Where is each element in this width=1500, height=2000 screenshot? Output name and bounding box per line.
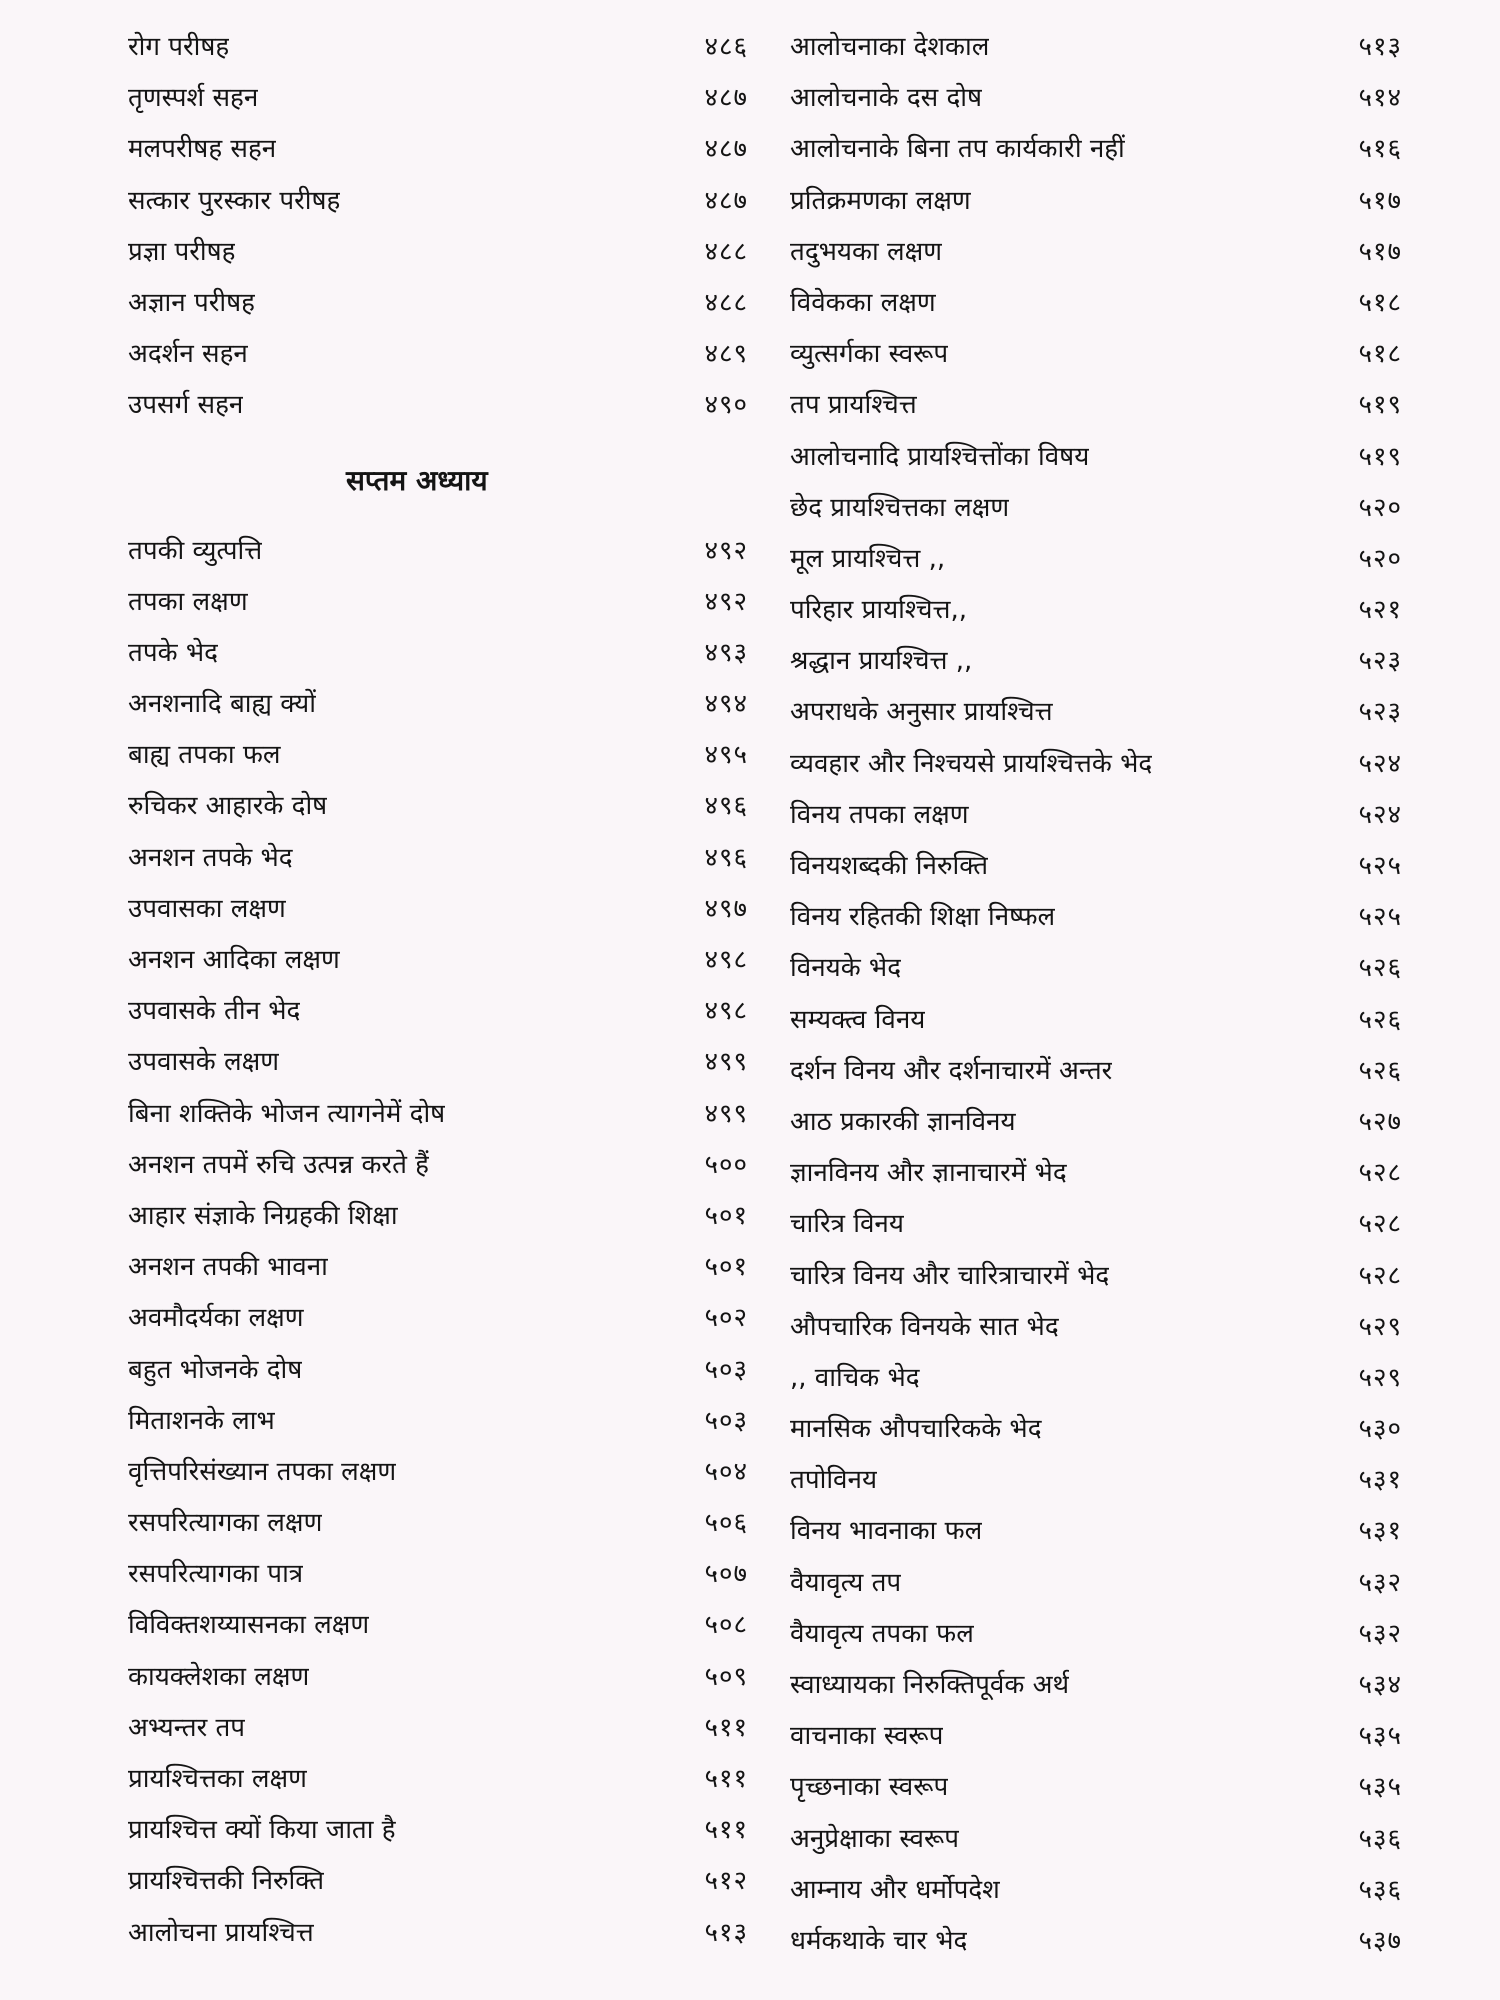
entry-topic: अनशन आदिका लक्षण (128, 945, 340, 975)
entry-topic: चारित्र विनय और चारित्राचारमें भेद (790, 1260, 1110, 1291)
index-entry (128, 227, 748, 278)
entry-page-number: ५१८ (1358, 287, 1402, 318)
index-entry (128, 833, 748, 884)
entry-topic: तदुभयका लक्षण (790, 236, 943, 267)
index-entry (790, 1916, 1402, 1967)
index-entry (128, 329, 748, 380)
entry-topic: विनयके भेद (790, 953, 902, 984)
entry-page-number: ४९९ (704, 1098, 748, 1129)
entry-page-number: ४९३ (704, 637, 748, 668)
index-entry (790, 380, 1402, 431)
index-entry (790, 483, 1402, 534)
entry-page-number: ५१३ (704, 1917, 748, 1948)
index-entry (128, 1703, 748, 1754)
entry-topic: मानसिक औपचारिकके भेद (790, 1414, 1042, 1445)
index-entry (790, 1762, 1402, 1813)
index-entry (790, 1865, 1402, 1916)
entry-topic: अवमौदर्यका लक्षण (128, 1303, 304, 1334)
index-entry (790, 1251, 1402, 1302)
entry-topic: बिना शक्तिके भोजन त्यागनेमें दोष (128, 1098, 446, 1129)
entry-topic: आलोचनादि प्रायश्चित्तोंका विषय (790, 441, 1090, 472)
entry-topic: विनय रहितकी शिक्षा निष्फल (790, 902, 1056, 933)
section-spacer (128, 432, 748, 452)
entry-topic: तप प्रायश्चित्त (790, 390, 917, 421)
entry-topic: व्यवहार और निश्चयसे प्रायश्चित्तके भेद (790, 748, 1153, 779)
index-entry (128, 1345, 748, 1396)
index-entry (790, 1609, 1402, 1660)
index-entry (128, 380, 748, 431)
entry-page-number: ५१६ (1358, 134, 1402, 165)
entry-page-number: ४९८ (704, 996, 748, 1027)
right-group (790, 22, 1402, 1967)
entry-page-number: ५३५ (1358, 1772, 1402, 1803)
entry-page-number: ५०६ (704, 1508, 748, 1539)
index-entry (128, 781, 748, 832)
index-entry (128, 577, 748, 628)
entry-topic: रसपरित्यागका लक्षण (128, 1508, 323, 1539)
entry-page-number: ५२९ (1358, 1311, 1402, 1342)
entry-topic: बाह्य तपका फल (128, 740, 281, 771)
entry-page-number: ५२६ (1358, 953, 1402, 984)
right-column (790, 22, 1402, 1967)
entry-topic: रुचिकर आहारके दोष (128, 791, 328, 822)
entry-topic: विविक्तशय्यासनका लक्षण (128, 1610, 370, 1641)
entry-topic: प्रायश्चित्तका लक्षण (128, 1764, 307, 1794)
entry-topic: चारित्र विनय (790, 1209, 904, 1240)
entry-page-number: ५२१ (1358, 595, 1402, 626)
index-entry (128, 1600, 748, 1651)
entry-topic: तृणस्पर्श सहन (128, 83, 259, 114)
index-entry (790, 790, 1402, 841)
index-entry (128, 1191, 748, 1242)
entry-topic: अज्ञान परीषह (128, 287, 255, 318)
entry-page-number: ५०९ (704, 1661, 748, 1692)
entry-page-number: ५२८ (1358, 1209, 1402, 1240)
entry-page-number: ५२७ (1358, 1106, 1402, 1137)
entry-topic: अनशन तपके भेद (128, 842, 293, 873)
entry-topic: कायक्लेशका लक्षण (128, 1661, 310, 1692)
entry-topic: उपवासके लक्षण (128, 1047, 280, 1078)
entry-topic: विनय तपका लक्षण (790, 799, 969, 830)
entry-topic: अनुप्रेक्षाका स्वरूप (790, 1823, 959, 1854)
index-entry (128, 526, 748, 577)
entry-page-number: ४९६ (704, 842, 748, 873)
entry-page-number: ४९७ (704, 893, 748, 924)
entry-topic: विनयशब्दकी निरुक्ति (790, 851, 989, 881)
index-entry (128, 1140, 748, 1191)
entry-topic: वैयावृत्य तप (790, 1567, 902, 1598)
index-entry (790, 1097, 1402, 1148)
entry-page-number: ४९० (704, 390, 748, 421)
entry-topic: ,, वाचिक भेद (790, 1362, 920, 1393)
index-entry (128, 1908, 748, 1959)
index-entry (790, 687, 1402, 738)
entry-page-number: ५१४ (1358, 83, 1402, 114)
index-entry (790, 1558, 1402, 1609)
entry-topic: आम्नाय और धर्मोपदेश (790, 1874, 1000, 1905)
index-entry (128, 730, 748, 781)
index-entry (790, 176, 1402, 227)
entry-topic: वैयावृत्य तपका फल (790, 1618, 974, 1649)
entry-page-number: ५३६ (1358, 1823, 1402, 1854)
index-entry (790, 1353, 1402, 1404)
index-entry (128, 884, 748, 935)
entry-page-number: ५३४ (1358, 1670, 1402, 1700)
entry-topic: तपकी व्युत्पत्ति (128, 535, 263, 566)
entry-page-number: ५०४ (704, 1456, 748, 1487)
index-entry (128, 628, 748, 679)
index-entry (128, 679, 748, 730)
entry-page-number: ५२० (1358, 492, 1402, 523)
entry-topic: श्रद्धान प्रायश्चित्त ,, (790, 646, 973, 677)
index-entry (790, 278, 1402, 329)
index-entry (790, 1046, 1402, 1097)
index-entry (790, 943, 1402, 994)
entry-page-number: ५२३ (1358, 697, 1402, 728)
entry-page-number: ५२६ (1358, 1004, 1402, 1035)
index-entry (790, 329, 1402, 380)
index-entry (790, 585, 1402, 636)
entry-page-number: ५२४ (1358, 799, 1402, 830)
entry-page-number: ५०२ (704, 1303, 748, 1334)
entry-topic: मलपरीषह सहन (128, 134, 277, 165)
index-entry (128, 278, 748, 329)
index-entry (128, 1805, 748, 1856)
entry-page-number: ४८८ (704, 287, 748, 318)
entry-topic: प्रायश्चित्तकी निरुक्ति (128, 1866, 325, 1897)
index-entry (790, 1302, 1402, 1353)
entry-topic: प्रायश्चित्त क्यों किया जाता है (128, 1815, 396, 1846)
entry-topic: धर्मकथाके चार भेद (790, 1925, 968, 1956)
left-column (128, 22, 748, 1959)
entry-topic: परिहार प्रायश्चित्त,, (790, 595, 967, 626)
index-entry (128, 22, 748, 73)
entry-page-number: ५०३ (704, 1405, 748, 1436)
index-entry (790, 841, 1402, 892)
index-entry (790, 1148, 1402, 1199)
index-entry (790, 1660, 1402, 1711)
index-entry (128, 1549, 748, 1600)
index-entry (790, 1506, 1402, 1557)
entry-page-number: ५०७ (704, 1559, 748, 1590)
entry-topic: विनय भावनाका फल (790, 1516, 983, 1547)
entry-page-number: ५२६ (1358, 1055, 1402, 1086)
entry-topic: रसपरित्यागका पात्र (128, 1559, 304, 1590)
entry-page-number: ४८७ (704, 83, 748, 114)
entry-page-number: ५३२ (1358, 1618, 1402, 1649)
entry-topic: ज्ञानविनय और ज्ञानाचारमें भेद (790, 1158, 1067, 1189)
entry-topic: अभ्यन्तर तप (128, 1712, 246, 1743)
entry-page-number: ५२० (1358, 543, 1402, 574)
index-entry (128, 1396, 748, 1447)
entry-topic: अपराधके अनुसार प्रायश्चित्त (790, 697, 1053, 728)
entry-page-number: ५३१ (1358, 1516, 1402, 1547)
entry-page-number: ४८६ (704, 32, 748, 62)
index-entry (128, 986, 748, 1037)
entry-topic: तपका लक्षण (128, 586, 248, 617)
entry-topic: उपवासका लक्षण (128, 893, 286, 924)
entry-page-number: ५३० (1358, 1414, 1402, 1445)
entry-page-number: ४८७ (704, 134, 748, 165)
index-entry (790, 227, 1402, 278)
entry-topic: अनशन तपमें रुचि उत्पन्न करते हैं (128, 1149, 429, 1180)
entry-page-number: ५२८ (1358, 1260, 1402, 1291)
entry-page-number: ५१२ (704, 1866, 748, 1897)
entry-topic: प्रतिक्रमणका लक्षण (790, 185, 971, 216)
entry-page-number: ५२५ (1358, 902, 1402, 933)
entry-page-number: ४८९ (704, 339, 748, 370)
index-entry (128, 176, 748, 227)
index-entry (790, 1404, 1402, 1455)
entry-topic: अनशनादि बाह्य क्यों (128, 689, 316, 720)
index-entry (128, 73, 748, 124)
index-entry (790, 995, 1402, 1046)
entry-page-number: ५१९ (1358, 390, 1402, 421)
entry-topic: आलोचना प्रायश्चित्त (128, 1917, 314, 1948)
entry-topic: तपके भेद (128, 637, 218, 668)
entry-topic: अदर्शन सहन (128, 339, 248, 370)
index-entry (790, 124, 1402, 175)
index-entry (790, 636, 1402, 687)
entry-topic: छेद प्रायश्चित्तका लक्षण (790, 492, 1010, 523)
entry-page-number: ५१७ (1358, 185, 1402, 216)
index-entry (128, 1293, 748, 1344)
entry-topic: दर्शन विनय और दर्शनाचारमें अन्तर (790, 1055, 1113, 1086)
index-entry (790, 73, 1402, 124)
index-entry (128, 935, 748, 986)
index-entry (790, 1455, 1402, 1506)
entry-page-number: ५०० (704, 1149, 748, 1180)
index-entry (790, 892, 1402, 943)
entry-topic: आठ प्रकारकी ज्ञानविनय (790, 1106, 1016, 1137)
index-entry (790, 22, 1402, 73)
index-entry (790, 1711, 1402, 1762)
entry-topic: उपसर्ग सहन (128, 390, 244, 421)
entry-page-number: ४९९ (704, 1047, 748, 1078)
entry-page-number: ५२५ (1358, 851, 1402, 881)
index-entry (128, 1037, 748, 1088)
entry-topic: बहुत भोजनके दोष (128, 1354, 303, 1385)
entry-page-number: ५३१ (1358, 1465, 1402, 1496)
entry-topic: आलोचनाके दस दोष (790, 83, 983, 114)
index-entry (790, 432, 1402, 483)
index-entry (128, 1447, 748, 1498)
entry-page-number: ५२८ (1358, 1158, 1402, 1189)
entry-page-number: ५११ (704, 1712, 748, 1743)
entry-page-number: ५१९ (1358, 441, 1402, 472)
heading-spacer (128, 510, 748, 526)
entry-page-number: ५१३ (1358, 32, 1402, 62)
entry-page-number: ५०३ (704, 1354, 748, 1385)
entry-topic: अनशन तपकी भावना (128, 1252, 328, 1283)
entry-topic: विवेकका लक्षण (790, 287, 936, 318)
left-group-1 (128, 22, 748, 432)
entry-topic: तपोविनय (790, 1465, 878, 1496)
entry-page-number: ५१७ (1358, 236, 1402, 267)
index-entry (128, 124, 748, 175)
entry-topic: पृच्छनाका स्वरूप (790, 1772, 949, 1803)
entry-page-number: ४९८ (704, 945, 748, 975)
entry-topic: मिताशनके लाभ (128, 1405, 275, 1436)
entry-page-number: ४९४ (704, 689, 748, 720)
entry-topic: मूल प्रायश्चित्त ,, (790, 543, 946, 574)
index-entry (128, 1089, 748, 1140)
entry-page-number: ४९२ (704, 535, 748, 566)
index-entry (790, 739, 1402, 790)
index-entry (128, 1652, 748, 1703)
entry-page-number: ५२९ (1358, 1362, 1402, 1393)
left-group-2 (128, 526, 748, 1959)
entry-page-number: ४८८ (704, 236, 748, 267)
entry-topic: आलोचनाका देशकाल (790, 32, 990, 62)
entry-topic: प्रज्ञा परीषह (128, 236, 236, 267)
entry-page-number: ५३२ (1358, 1567, 1402, 1598)
entry-topic: वाचनाका स्वरूप (790, 1721, 944, 1752)
index-entry (790, 534, 1402, 585)
index-entry (790, 1199, 1402, 1250)
entry-page-number: ५०८ (704, 1610, 748, 1641)
entry-page-number: ५११ (704, 1815, 748, 1846)
entry-page-number: ५११ (704, 1764, 748, 1794)
index-entry (790, 1814, 1402, 1865)
entry-page-number: ५०१ (704, 1200, 748, 1231)
entry-topic: उपवासके तीन भेद (128, 996, 301, 1027)
entry-topic: सम्यक्त्व विनय (790, 1004, 926, 1035)
entry-topic: आलोचनाके बिना तप कार्यकारी नहीं (790, 134, 1125, 165)
entry-page-number: ५३६ (1358, 1874, 1402, 1905)
entry-topic: रोग परीषह (128, 32, 230, 62)
index-entry (128, 1856, 748, 1907)
entry-page-number: ४९५ (704, 740, 748, 771)
entry-page-number: ५३५ (1358, 1721, 1402, 1752)
entry-topic: औपचारिक विनयके सात भेद (790, 1311, 1059, 1342)
entry-topic: सत्कार पुरस्कार परीषह (128, 185, 341, 216)
entry-page-number: ५३७ (1358, 1925, 1402, 1956)
entry-page-number: ४९२ (704, 586, 748, 617)
entry-page-number: ५२३ (1358, 646, 1402, 677)
entry-topic: स्वाध्यायका निरुक्तिपूर्वक अर्थ (790, 1670, 1070, 1700)
entry-topic: वृत्तिपरिसंख्यान तपका लक्षण (128, 1456, 397, 1487)
entry-page-number: ४८७ (704, 185, 748, 216)
entry-page-number: ४९६ (704, 791, 748, 822)
entry-topic: व्युत्सर्गका स्वरूप (790, 339, 949, 370)
chapter-heading: सप्तम अध्याय (346, 463, 488, 497)
entry-page-number: ५०१ (704, 1252, 748, 1283)
entry-topic: आहार संज्ञाके निग्रहकी शिक्षा (128, 1200, 398, 1231)
entry-page-number: ५१८ (1358, 339, 1402, 370)
index-entry (128, 1498, 748, 1549)
index-entry (128, 1754, 748, 1805)
entry-page-number: ५२४ (1358, 748, 1402, 779)
index-entry (128, 1242, 748, 1293)
